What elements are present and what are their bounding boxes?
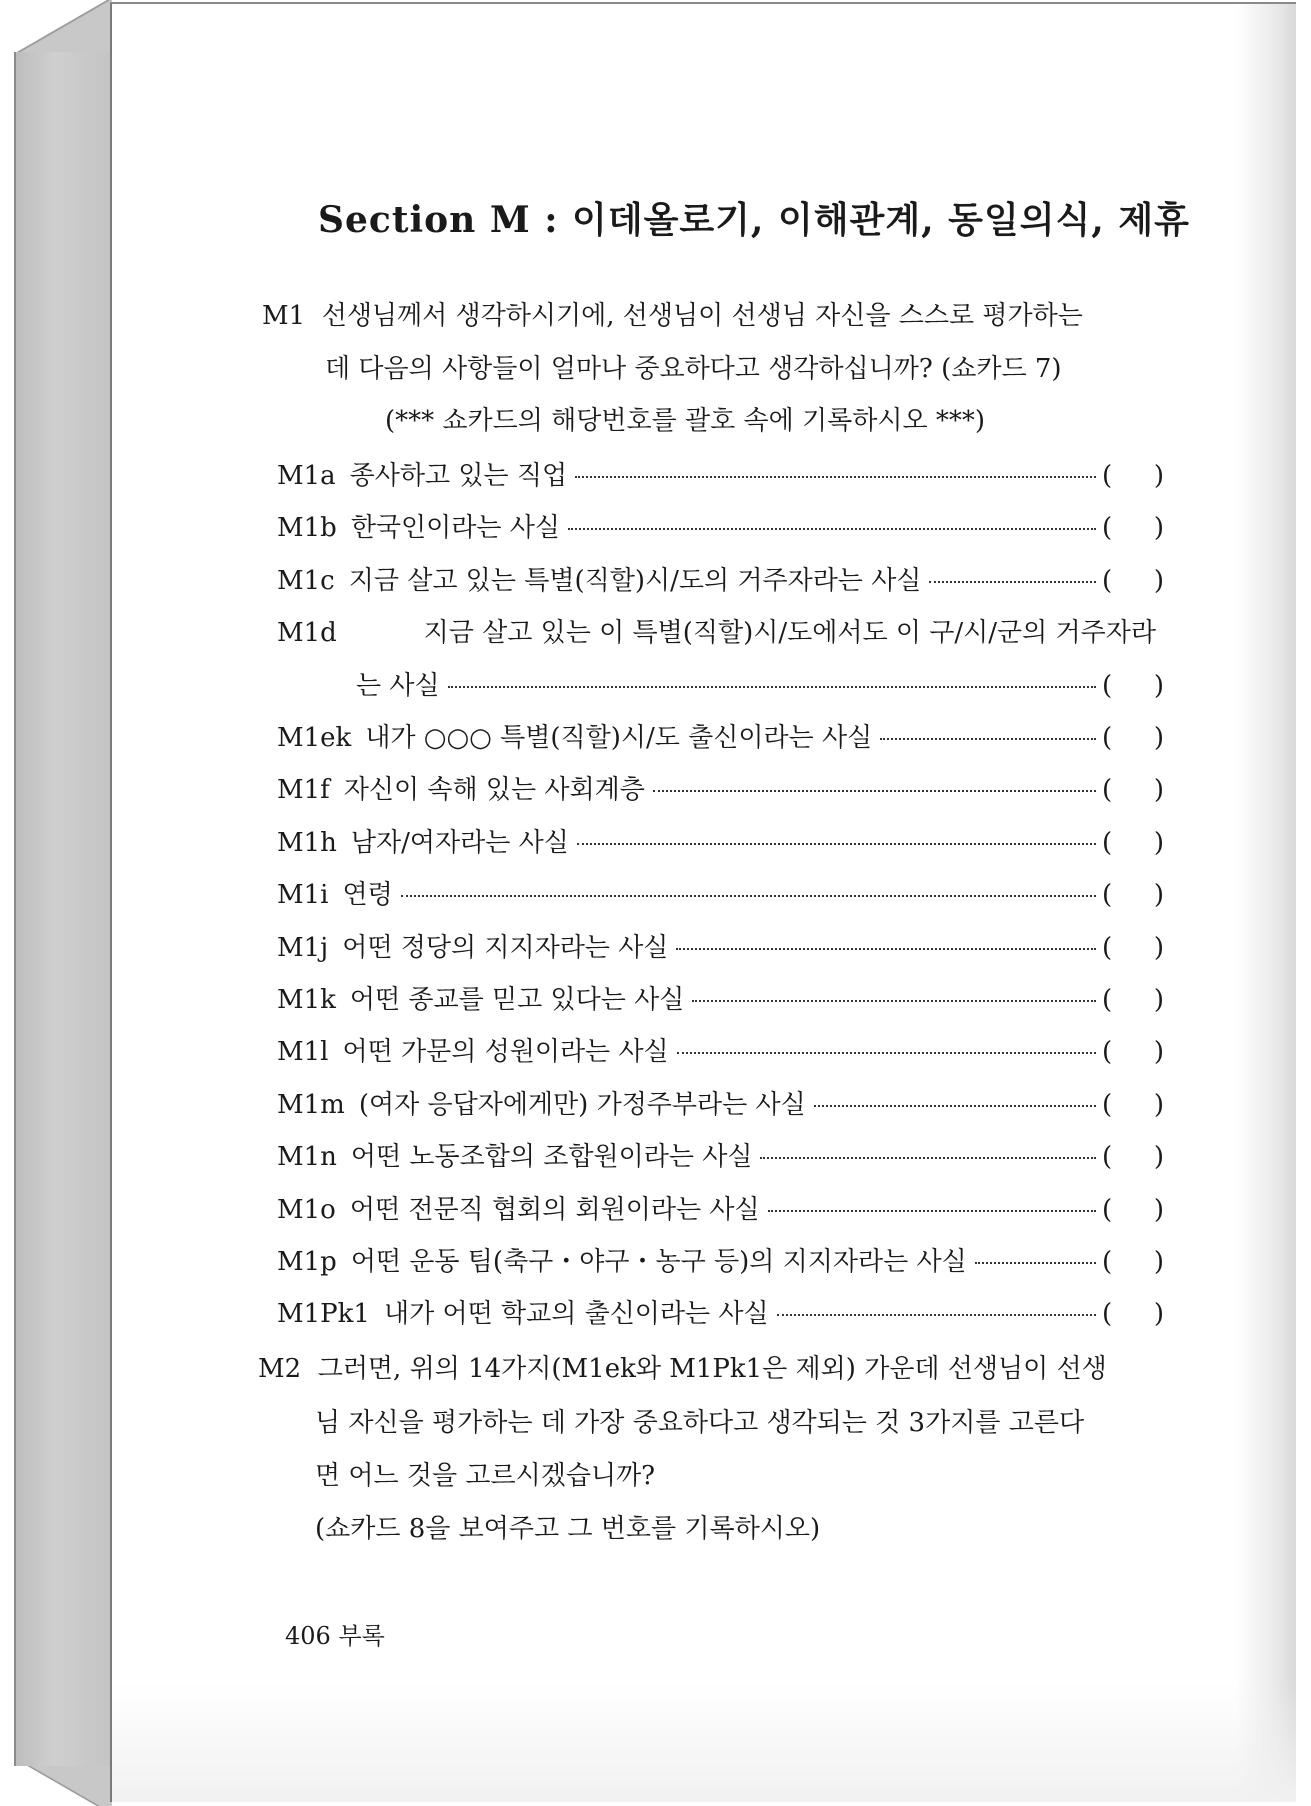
item-text: 내가 어떤 학교의 출신이라는 사실 [383, 1299, 769, 1330]
book-corner-bottom [14, 1766, 112, 1806]
m1-question-line1 [262, 295, 1083, 332]
item-code: M1ek [277, 723, 352, 753]
m1-item-row [277, 1031, 1164, 1068]
answer-blank[interactable] [1102, 933, 1164, 963]
m1-item-row [277, 612, 1164, 649]
answer-close-paren: ) [1153, 932, 1164, 963]
item-code: M1Pk1 [277, 1299, 370, 1330]
answer-open-paren: ( [1102, 565, 1113, 596]
answer-close-paren: ) [1153, 1089, 1164, 1120]
m1-item-row [277, 1189, 1164, 1226]
m2-text-line1: 그러면, 위의 14가지(M1ek와 M1Pk1은 제외) 가운데 선생님이 선생 [317, 1354, 1107, 1384]
answer-close-paren: ) [1153, 985, 1164, 1015]
answer-close-paren: ) [1153, 513, 1164, 544]
footer-label: 부록 [338, 1622, 385, 1650]
answer-open-paren: ( [1102, 670, 1113, 701]
book-spine [14, 50, 112, 1804]
m1-item-row [277, 560, 1164, 597]
m1-item-row [277, 1241, 1164, 1278]
item-code: M1f [277, 775, 330, 806]
item-text: 연령 [342, 880, 393, 911]
answer-open-paren: ( [1102, 985, 1113, 1015]
item-text: 한국인이라는 사실 [350, 513, 561, 544]
m1-item-row [277, 507, 1164, 544]
m1-item-row [277, 769, 1164, 806]
page-shade [1236, 4, 1296, 1802]
answer-open-paren: ( [1102, 1142, 1113, 1173]
answer-close-paren: ) [1153, 775, 1164, 806]
answer-open-paren: ( [1102, 723, 1113, 753]
answer-open-paren: ( [1102, 827, 1113, 858]
item-code: M1o [277, 1194, 336, 1225]
m1-item-row [277, 927, 1164, 964]
answer-close-paren: ) [1153, 1037, 1164, 1068]
answer-open-paren: ( [1102, 1037, 1113, 1068]
m1-item-row [277, 1084, 1164, 1121]
item-code: M1b [277, 513, 337, 544]
m1-item-row [277, 1136, 1164, 1173]
item-text: 어떤 정당의 지지자라는 사실 [342, 932, 669, 963]
dot-leader [880, 738, 1096, 740]
m1-item-row [277, 717, 1164, 754]
m2-question-line1 [258, 1348, 1107, 1385]
answer-close-paren: ) [1153, 461, 1164, 491]
item-text: 어떤 종교를 믿고 있다는 사실 [349, 985, 685, 1015]
item-text: 어떤 가문의 성원이라는 사실 [342, 1037, 669, 1068]
answer-open-paren: ( [1102, 513, 1113, 544]
page-footer [285, 1616, 385, 1651]
answer-blank[interactable] [1102, 775, 1164, 805]
answer-close-paren: ) [1153, 827, 1164, 858]
item-text-continued: 는 사실 [356, 670, 440, 701]
dot-leader [575, 476, 1096, 478]
dot-leader [975, 1262, 1096, 1264]
answer-close-paren: ) [1153, 1247, 1164, 1277]
item-code: M1j [277, 932, 329, 963]
answer-blank[interactable] [1102, 828, 1164, 858]
m2-instruction: (쇼카드 8을 보여주고 그 번호를 기록하시오) [315, 1514, 821, 1544]
answer-blank[interactable] [1102, 671, 1164, 701]
item-text: 지금 살고 있는 특별(직할)시/도의 거주자라는 사실 [348, 565, 922, 596]
book-corner-top [14, 0, 112, 52]
page-number: 406 [285, 1622, 331, 1650]
answer-blank[interactable] [1102, 1247, 1164, 1277]
m1-item-row [277, 874, 1164, 911]
dot-leader [777, 1314, 1096, 1316]
answer-close-paren: ) [1153, 1299, 1164, 1330]
m2-question-line2: 님 자신을 평가하는 데 가장 중요하다고 생각되는 것 3가지를 고른다 [315, 1408, 1085, 1438]
item-text: 어떤 노동조합의 조합원이라는 사실 [350, 1142, 753, 1173]
m1-instruction: (*** 쇼카드의 해당번호를 괄호 속에 기록하시오 ***) [385, 406, 985, 436]
m1-question-line2: 데 다음의 사항들이 얼마나 중요하다고 생각하십니까? (쇼카드 7) [325, 354, 1062, 384]
answer-close-paren: ) [1153, 723, 1164, 753]
m1-item-row [277, 1293, 1164, 1330]
answer-close-paren: ) [1153, 880, 1164, 911]
item-text: 종사하고 있는 직업 [349, 461, 568, 491]
item-text: 자신이 속해 있는 사회계층 [343, 775, 645, 806]
answer-blank[interactable] [1102, 1037, 1164, 1067]
answer-open-paren: ( [1102, 1247, 1113, 1277]
m2-id: M2 [258, 1354, 302, 1384]
item-code: M1l [277, 1037, 329, 1068]
answer-blank[interactable] [1102, 1090, 1164, 1120]
answer-open-paren: ( [1102, 1194, 1113, 1225]
answer-blank[interactable] [1102, 461, 1164, 491]
item-text: 내가 ○○○ 특별(직할)시/도 출신이라는 사실 [365, 723, 873, 753]
item-code: M1i [277, 880, 329, 911]
dot-leader [929, 581, 1096, 583]
m1-item-row [277, 455, 1164, 492]
answer-close-paren: ) [1153, 565, 1164, 596]
dot-leader [676, 948, 1096, 950]
item-text: 남자/여자라는 사실 [350, 827, 569, 858]
dot-leader [568, 528, 1096, 530]
answer-blank[interactable] [1102, 1195, 1164, 1225]
m1-item-row [277, 979, 1164, 1016]
dot-leader [401, 895, 1096, 897]
item-code: M1n [277, 1142, 337, 1173]
dot-leader [448, 686, 1096, 688]
answer-blank[interactable] [1102, 1142, 1164, 1172]
item-text: 어떤 전문직 협회의 회원이라는 사실 [349, 1194, 760, 1225]
dot-leader [577, 843, 1096, 845]
answer-close-paren: ) [1153, 1142, 1164, 1173]
answer-blank[interactable] [1102, 566, 1164, 596]
dot-leader [653, 790, 1096, 792]
item-code: M1c [277, 565, 335, 596]
item-code: M1p [277, 1247, 337, 1277]
answer-open-paren: ( [1102, 1089, 1113, 1120]
item-code: M1a [277, 461, 336, 491]
answer-open-paren: ( [1102, 775, 1113, 806]
item-code: M1k [277, 985, 336, 1015]
answer-open-paren: ( [1102, 880, 1113, 911]
answer-close-paren: ) [1153, 1194, 1164, 1225]
item-code: M1d [277, 618, 337, 649]
item-text: 지금 살고 있는 이 특별(직할)시/도에서도 이 구/시/군의 거주자라 [423, 618, 1156, 649]
dot-leader [768, 1210, 1096, 1212]
m2-question-line3: 면 어느 것을 고르시겠습니까? [315, 1461, 656, 1491]
dot-leader [692, 1000, 1096, 1002]
item-code: M1m [277, 1089, 345, 1120]
m1-item-row [277, 822, 1164, 859]
answer-open-paren: ( [1102, 1299, 1113, 1330]
item-code: M1h [277, 827, 337, 858]
answer-blank[interactable] [1102, 723, 1164, 753]
dot-leader [677, 1052, 1096, 1054]
answer-open-paren: ( [1102, 461, 1113, 491]
item-text: (여자 응답자에게만) 가정주부라는 사실 [358, 1089, 806, 1120]
answer-close-paren: ) [1153, 670, 1164, 701]
m1-text-line1: 선생님께서 생각하시기에, 선생님이 선생님 자신을 스스로 평가하는 [321, 301, 1083, 331]
answer-open-paren: ( [1102, 932, 1113, 963]
dot-leader [760, 1157, 1096, 1159]
answer-blank[interactable] [1102, 513, 1164, 543]
answer-blank[interactable] [1102, 1299, 1164, 1329]
m1-item-continuation [356, 665, 1164, 702]
answer-blank[interactable] [1102, 985, 1164, 1015]
dot-leader [814, 1105, 1096, 1107]
m1-id: M1 [262, 301, 306, 331]
answer-blank[interactable] [1102, 880, 1164, 910]
page-shade-bottom [112, 1682, 1296, 1802]
section-title: Section M : 이데올로기, 이해관계, 동일의식, 제휴 [318, 199, 1190, 241]
item-text: 어떤 운동 팀(축구・야구・농구 등)의 지지자라는 사실 [350, 1247, 967, 1277]
